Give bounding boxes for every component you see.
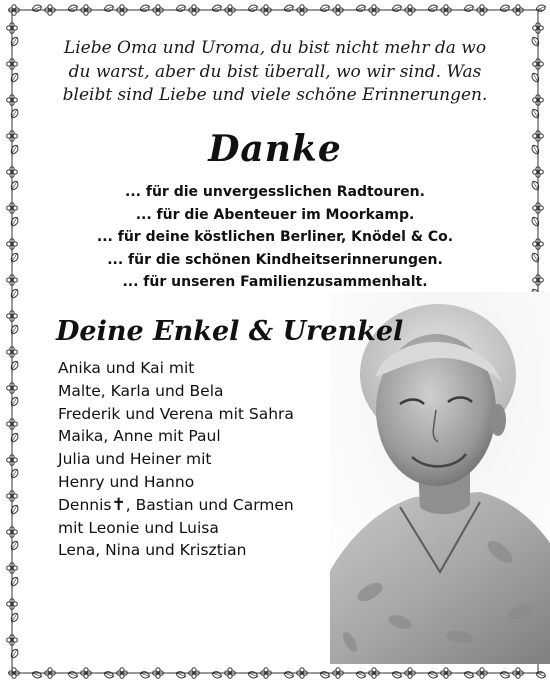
name-line [58,494,294,517]
leaf-icon [499,670,510,679]
leaf-icon [211,670,222,679]
intro-text [40,37,510,108]
name-line: Frederik und Verena mit Sahra [58,404,294,423]
thanks-line: ... für die Abenteuer im Moorkamp. [135,206,415,223]
leaf-icon [9,360,19,372]
name-line: Anika und Kai mit [58,359,195,377]
thanks-line: ... für die unvergesslichen Radtouren. [125,184,425,200]
thanks-list [40,181,510,294]
leaf-icon [9,36,19,48]
leaf-icon [139,4,150,13]
leaf-icon [247,670,258,679]
leaf-icon [9,504,19,516]
name-line: Malte, Karla und Bela [58,381,224,400]
leaf-icon [9,252,19,264]
leaf-icon [9,108,19,120]
leaf-icon [67,670,78,679]
names-list [58,357,294,562]
thanks-line: ... für die schönen Kindheitserinnerungen. [107,251,443,268]
leaf-icon [530,252,540,264]
name-line: Maika, Anne mit Paul [58,427,221,446]
leaf-icon [67,4,78,13]
leaf-icon [391,4,402,13]
leaf-icon [355,670,366,679]
danke-heading: Danke [208,128,342,170]
leaf-icon [283,670,294,679]
leaf-icon [9,396,19,408]
name-text: Dennis [58,495,112,514]
thanks-line: ... für unseren Familienzusammenhalt. [122,274,428,291]
grandkids-heading: Deine Enkel & Urenkel [56,316,404,347]
leaf-icon [535,4,546,13]
intro-line: Liebe Oma und Uroma, du bist nicht mehr da wo [63,38,487,58]
leaf-icon [9,468,19,480]
leaf-icon [463,670,474,679]
leaf-icon [9,612,19,624]
grandmother-portrait [330,292,550,664]
leaf-icon [9,288,19,300]
leaf-icon [530,108,540,120]
leaf-icon [9,432,19,444]
leaf-icon [319,4,330,13]
intro-line: du warst, aber du bist überall, wo wir sind. Was [68,61,482,82]
leaf-icon [530,72,540,84]
intro-line: bleibt sind Liebe und viele schöne Erinnerungen. [62,85,488,105]
leaf-icon [391,670,402,679]
leaf-icon [463,4,474,13]
leaf-icon [427,4,438,13]
thanks-line: ... für deine köstlichen Berliner, Knödel & Co. [96,229,454,246]
leaf-icon [247,4,258,13]
leaf-icon [530,180,540,192]
leaf-icon [535,670,546,679]
name-line: mit Leonie und Luisa [58,518,219,537]
leaf-icon [9,324,19,336]
leaf-icon [9,576,19,588]
name-line: Julia und Heiner mit [58,450,212,469]
leaf-icon [9,180,19,192]
leaf-icon [355,4,366,13]
name-text: , Bastian und Carmen [125,495,294,514]
leaf-icon [530,216,540,228]
leaf-icon [31,4,42,13]
cross-icon: ✝ [111,494,126,515]
leaf-icon [499,4,510,13]
leaf-icon [139,670,150,679]
leaf-icon [103,4,114,13]
leaf-icon [530,36,540,48]
leaf-icon [211,4,222,13]
leaf-icon [283,4,294,13]
leaf-icon [9,72,19,84]
leaf-icon [103,670,114,679]
name-line: Lena, Nina und Krisztian [58,541,247,560]
leaf-icon [427,670,438,679]
leaf-icon [175,4,186,13]
leaf-icon [9,648,19,660]
leaf-icon [175,670,186,679]
leaf-icon [319,670,330,679]
leaf-icon [9,540,19,552]
leaf-icon [31,670,42,679]
leaf-icon [9,216,19,228]
name-line: Henry und Hanno [58,472,195,491]
